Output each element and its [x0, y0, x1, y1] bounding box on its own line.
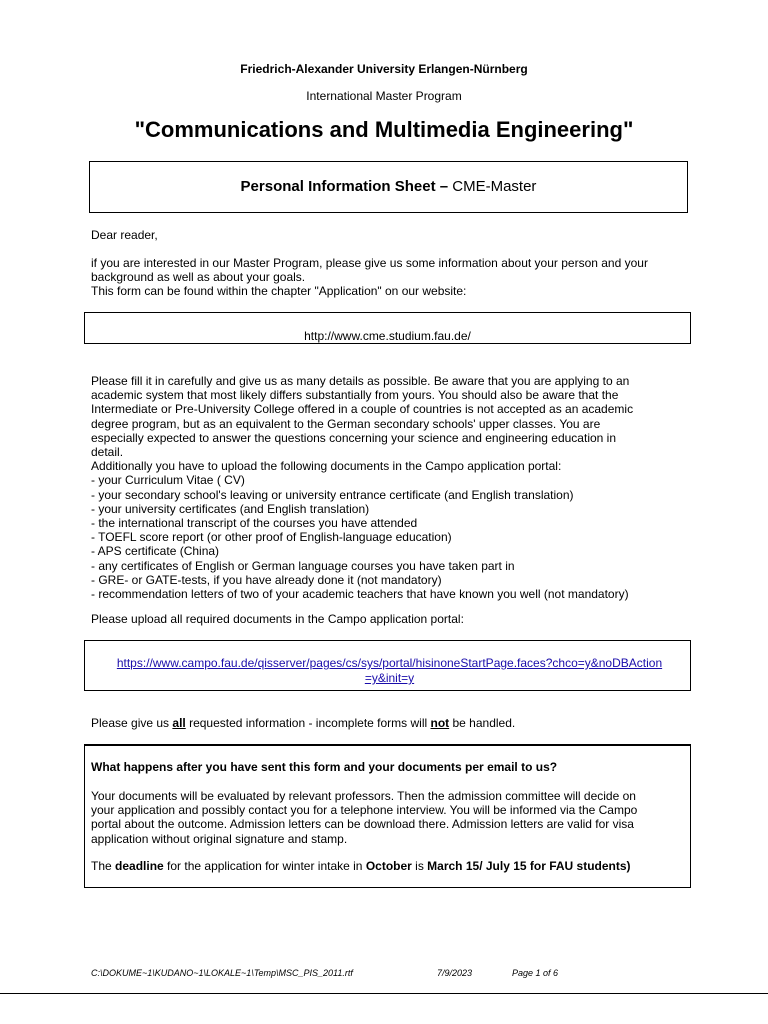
document-list-item: - your Curriculum Vitae ( CV) [91, 473, 245, 488]
instructions-paragraph [91, 374, 691, 601]
footer-date: 7/9/2023 [437, 968, 473, 978]
info-line: portal about the outcome. Admission letters can be download there. Admission letters are valid for visa [91, 817, 634, 832]
info-paragraph [91, 789, 687, 846]
campo-portal-link[interactable] [93, 656, 686, 686]
website-url-box [84, 312, 691, 344]
program-name: International Master Program [306, 89, 462, 103]
document-list-item: - your university certificates (and English translation) [91, 501, 370, 516]
footer-page-number: Page 1 of 6 [512, 968, 559, 978]
requested-info-all: all [172, 716, 186, 730]
greeting: Dear reader, [91, 228, 158, 242]
requested-info-post: be handled. [449, 716, 516, 730]
document-list-item: - your secondary school's leaving or university entrance certificate (and English translation) [91, 487, 574, 502]
deadline-dates: March 15/ July 15 for FAU students) [427, 859, 631, 873]
document-list-item: - the international transcript of the courses you have attended [91, 516, 418, 531]
requested-info-note [91, 716, 691, 730]
university-name: Friedrich-Alexander University Erlangen-Nürnberg [240, 62, 528, 76]
instructions-line: Please fill it in carefully and give us as many details as possible. Be aware that you are applying to an [91, 374, 630, 388]
requested-info-not: not [430, 716, 450, 730]
requested-info-pre: Please give us [91, 716, 173, 730]
intro-line: This form can be found within the chapter "Application" on our website: [91, 284, 467, 299]
info-line: your application and possibly contact you for a telephone interview. You will be informed via the Campo [91, 803, 638, 818]
footer-file-path: C:\DOKUME~1\KUDANO~1\LOKALE~1\Temp\MSC_PIS_2011.rtf [91, 968, 353, 978]
document-list-item: - recommendation letters of two of your academic teachers that have known you well (not mandatory) [91, 587, 629, 602]
document-list-item: - TOEFL score report (or other proof of English-language education) [91, 530, 452, 545]
intro-line: if you are interested in our Master Program, please give us some information about your person and your [91, 256, 648, 270]
document-list-item: - APS certificate (China) [91, 544, 220, 559]
page-title: "Communications and Multimedia Engineering" [134, 117, 634, 142]
sheet-title-suffix: CME-Master [448, 178, 537, 195]
upload-note: Please upload all required documents in the Campo application portal: [91, 612, 464, 626]
requested-info-mid: requested information - incomplete forms will [185, 716, 431, 730]
info-line: application without original signature and stamp. [91, 831, 348, 846]
intro-paragraph [91, 256, 691, 299]
deadline-line [91, 859, 631, 873]
page-bottom-divider [0, 993, 768, 994]
instructions-line: detail. [91, 445, 124, 460]
instructions-line: degree program, but as an equivalent to the German secondary schools' upper classes. You are [91, 416, 601, 431]
campo-link-line1: https://www.campo.fau.de/qisserver/pages/cs/sys/portal/hisinoneStartPage.faces?chco=y&noDBAction [116, 656, 663, 670]
instructions-line: academic system that most likely differs substantially from yours. You should also be aware that the [91, 388, 619, 403]
instructions-line: especially expected to answer the questions concerning your science and engineering education in [91, 430, 617, 445]
deadline-t1: The [91, 859, 116, 873]
deadline-month: October [365, 859, 412, 873]
deadline-t2: for the application for winter intake in [163, 859, 366, 873]
info-question: What happens after you have sent this form and your documents per email to us? [91, 760, 558, 774]
campo-link-box [84, 640, 691, 691]
campo-link-line2: =y&init=y [364, 671, 415, 685]
website-url[interactable]: http://www.cme.studium.fau.de/ [304, 329, 471, 343]
deadline-word: deadline [115, 859, 164, 873]
sheet-title-bold: Personal Information Sheet – [240, 178, 449, 195]
deadline-t3: is [411, 859, 428, 873]
instructions-line: Additionally you have to upload the following documents in the Campo application portal: [91, 459, 562, 474]
document-list-item: - any certificates of English or German language courses you have taken part in [91, 558, 515, 573]
info-box [84, 744, 691, 888]
sheet-title-box [89, 161, 688, 213]
intro-line: background as well as about your goals. [91, 270, 306, 285]
info-line: Your documents will be evaluated by relevant professors. Then the admission committee will decide on [91, 789, 636, 803]
instructions-line: Intermediate or Pre-University College offered in a couple of countries is not accepted as an academic [91, 402, 634, 417]
document-list-item: - GRE- or GATE-tests, if you have already done it (not mandatory) [91, 572, 442, 587]
